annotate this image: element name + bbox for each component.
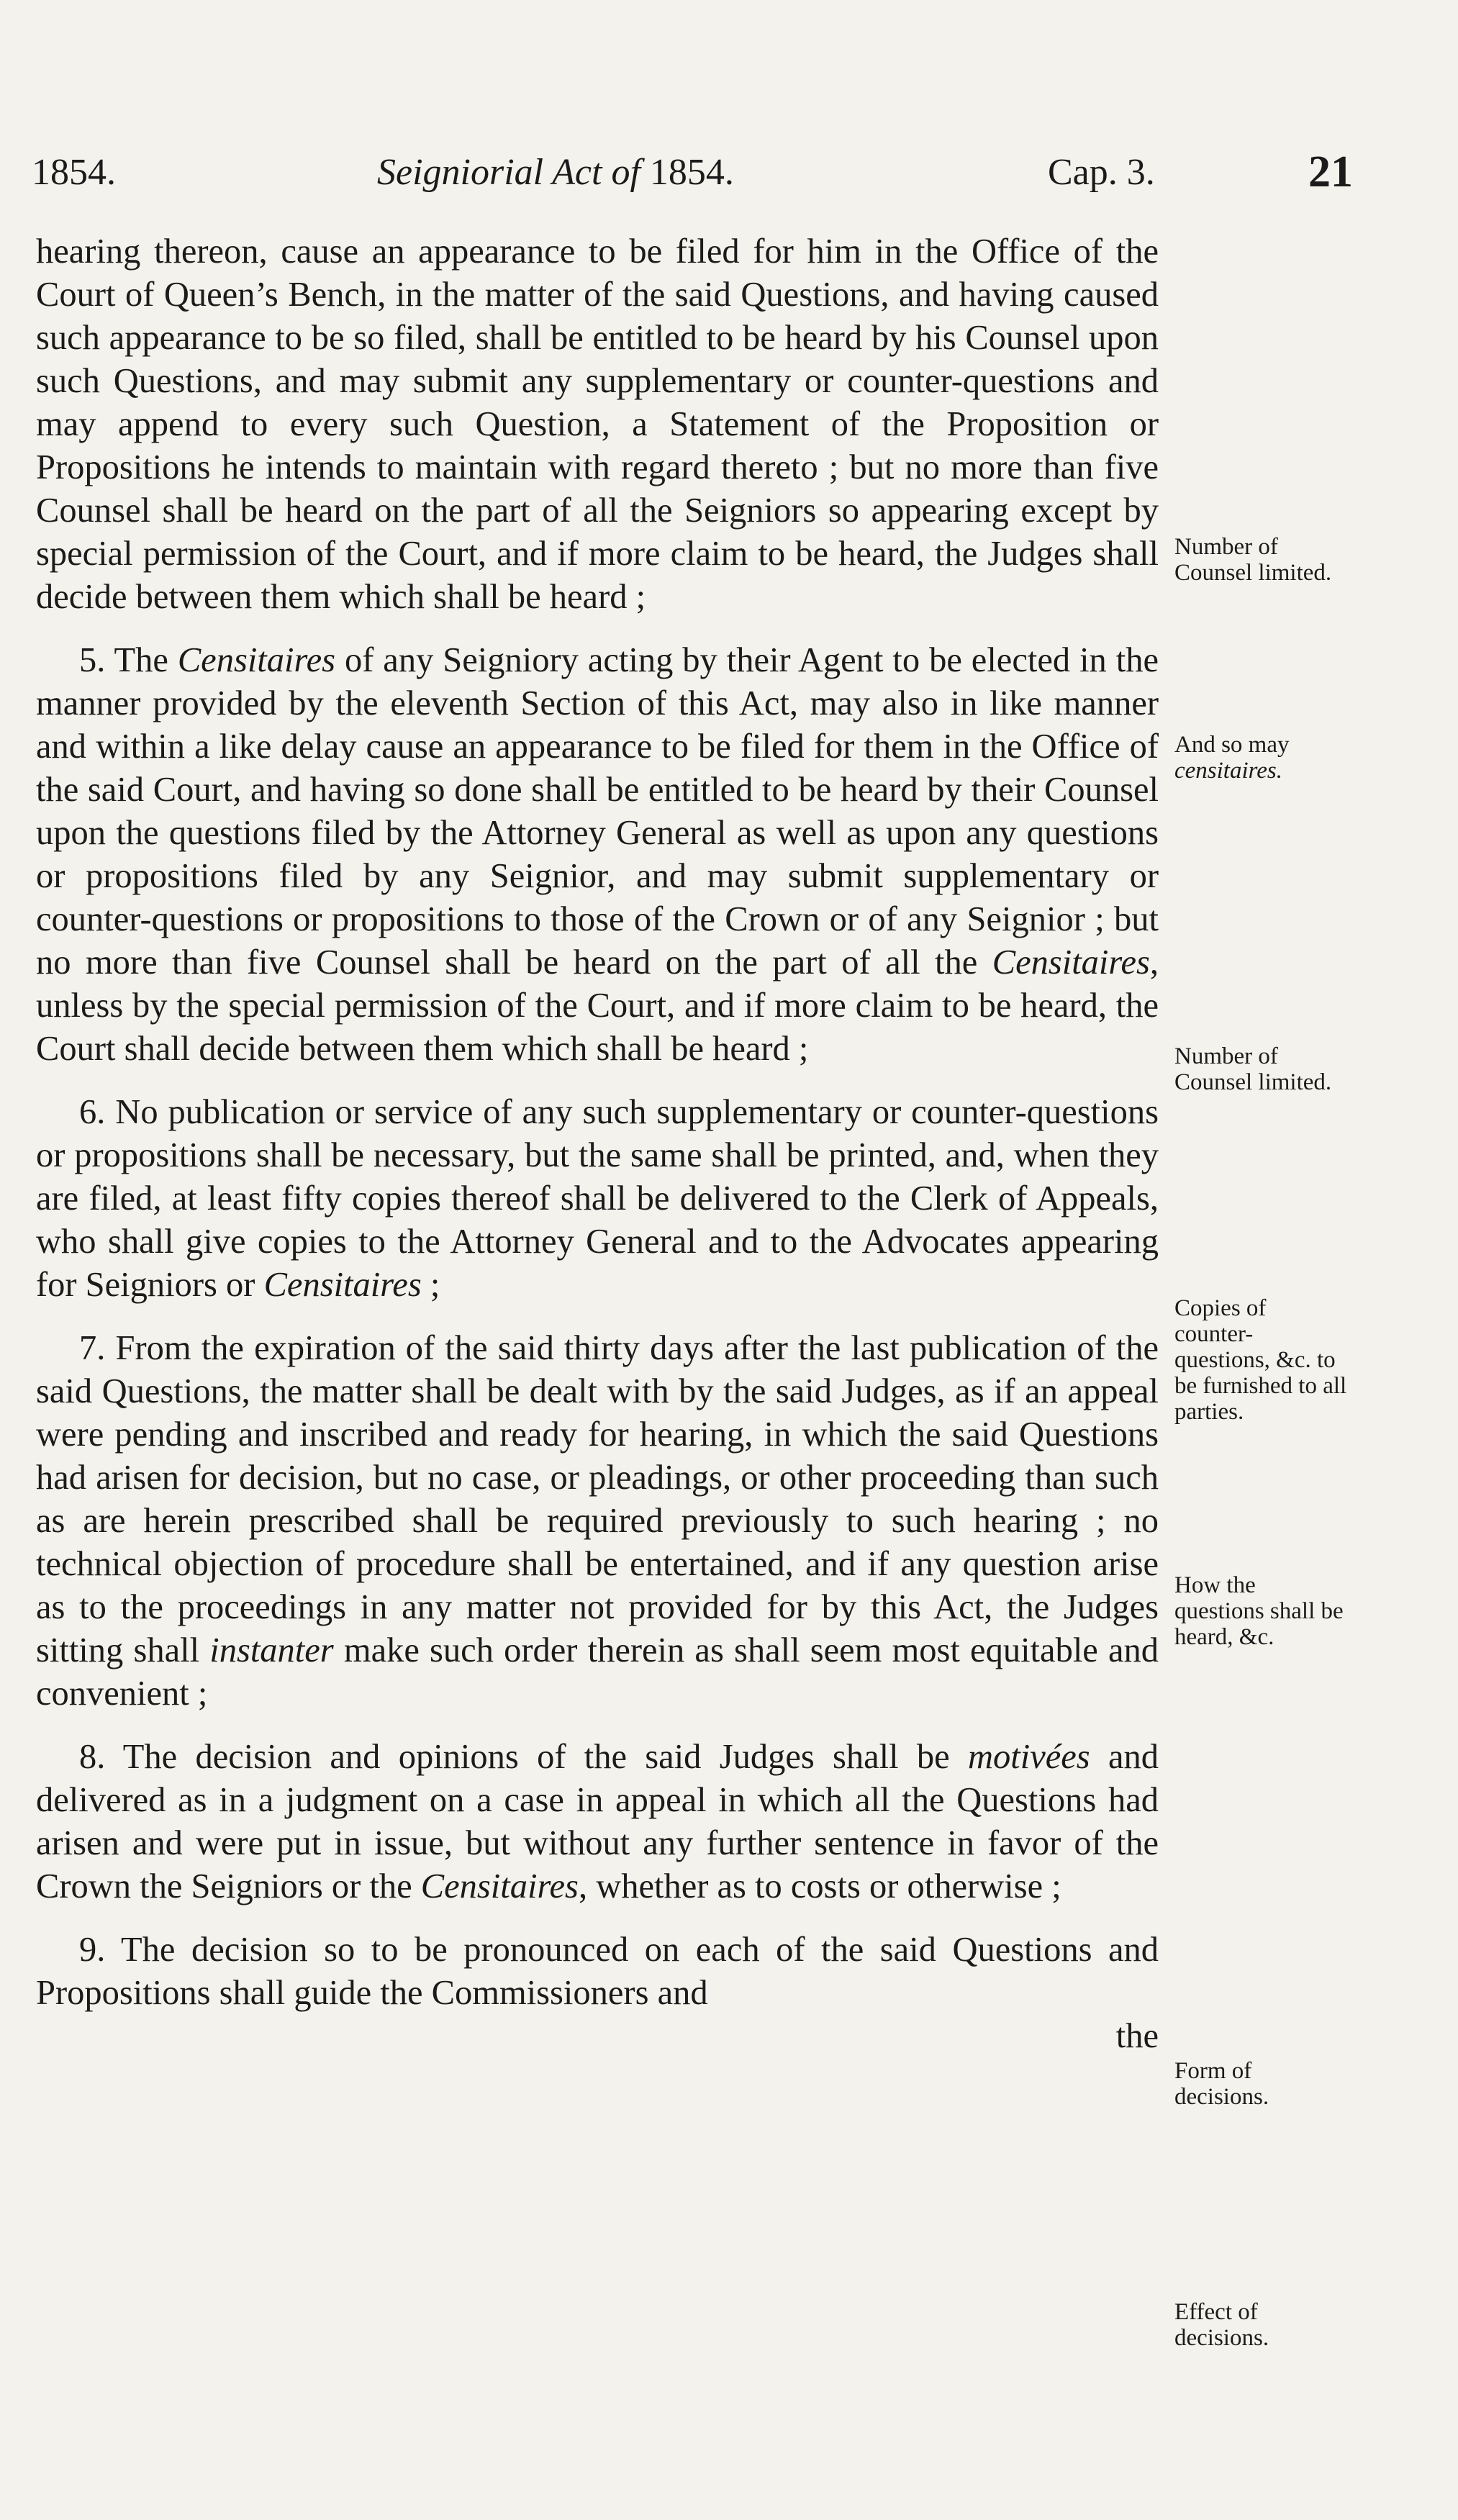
paragraph-text: 8. The decision and opinions of the said Judges shall be bbox=[79, 1738, 968, 1776]
catchword: the bbox=[1115, 2017, 1159, 2055]
italic-term: motivées bbox=[968, 1738, 1090, 1776]
paragraph-text: 7. From the expiration of the said thirty days after the last publication of the said Questions, the matter shall be dealt with by the said Judges, as if an appeal were pending and inscribed and ready for hearing, in which the said Questions had arisen for decision, but no case, or pleadings, or other proceeding than such as are herein prescribed shall be required previously to such hearing ; no technical objection of procedure shall be entertained, and if any question arise as to the proceedings in any matter not provided for by this Act, the Judges sitting shall bbox=[36, 1329, 1159, 1669]
page-number: 21 bbox=[1308, 148, 1353, 196]
italic-term: Censitaires bbox=[420, 1867, 579, 1905]
paragraph-text: 6. No publication or service of any such supplementary or counter-questions or propositions shall be necessary, but the same shall be printed, and, when they are filed, at least fifty copies thereof shall be delivered to the Clerk of Appeals, who shall give copies to the Attorney General and to the Advocates appearing for Seigniors or bbox=[36, 1093, 1159, 1304]
header-year: 1854. bbox=[32, 152, 116, 193]
header-title-year: 1854. bbox=[649, 152, 734, 193]
header-title-italic: Seigniorial Act of bbox=[377, 152, 640, 193]
paragraph-text: hearing thereon, cause an appearance to be filed for him in the Office of the Court of Queen’s Bench, in the matter of the said Questions, and having caused such appearance to be so filed, shall be entitled to be heard by his Counsel upon such Questions, and may submit any supplementary or counter-questions and may append to every such Question, a Statement of the Proposition or Propositions he intends to maintain with regard thereto ; but no more than five Counsel shall be heard on the part of all the Seigniors so appearing except by special permission of the Court, and if more claim to be heard, the Judges shall decide between them which shall be heard ; bbox=[36, 232, 1159, 616]
italic-term: instanter bbox=[209, 1631, 334, 1669]
margin-note-censitaires bbox=[1174, 732, 1347, 784]
body-text bbox=[36, 230, 1159, 2078]
margin-note-text: And so may bbox=[1174, 732, 1290, 758]
section-6 bbox=[36, 1091, 1159, 1307]
paragraph-text: ; bbox=[421, 1266, 440, 1304]
header-title bbox=[377, 151, 734, 194]
paragraph-continued bbox=[36, 230, 1159, 619]
margin-note-form-decisions: Form of decisions. bbox=[1174, 2058, 1269, 2110]
margin-note-counsel-limited-1: Number of Counsel limited. bbox=[1174, 534, 1332, 586]
paragraph-text: , whether as to costs or otherwise ; bbox=[578, 1867, 1061, 1905]
margin-note-counsel-limited-2: Number of Counsel limited. bbox=[1174, 1043, 1332, 1095]
section-9 bbox=[36, 1928, 1159, 2058]
paragraph-text: , unless by the special permission of the Court, and if more claim to be heard, the Court shall decide between them which shall be heard ; bbox=[36, 943, 1159, 1068]
paragraph-text: 5. The bbox=[79, 641, 178, 679]
running-header bbox=[32, 148, 1353, 201]
section-5 bbox=[36, 639, 1159, 1071]
paragraph-text: 9. The decision so to be pronounced on each of the said Questions and Propositions shall guide the Commissioners and bbox=[36, 1931, 1159, 2012]
margin-note-italic: censitaires. bbox=[1174, 758, 1282, 784]
margin-note-effect-decisions: Effect of decisions. bbox=[1174, 2299, 1269, 2351]
section-8 bbox=[36, 1736, 1159, 1908]
header-chapter: Cap. 3. bbox=[1048, 152, 1155, 193]
italic-term: Censitaires bbox=[177, 641, 335, 679]
paragraph-text: of any Seigniory acting by their Agent to be elected in the manner provided by the eleventh Section of this Act, may also in like manner and within a like delay cause an appearance to be filed for them in the Office of the said Court, and having so done shall be entitled to be heard by their Counsel upon the questions filed by the Attorney General as well as upon any questions or propositions filed by any Seignior, and may submit supplementary or counter-questions or propositions to those of the Crown or of any Seignior ; but no more than five Counsel shall be heard on the part of all the bbox=[36, 641, 1159, 982]
italic-term: Censitaires bbox=[263, 1266, 422, 1304]
margin-note-copies: Copies of counter-questions, &c. to be furnished to all parties. bbox=[1174, 1295, 1347, 1425]
italic-term: Censitaires bbox=[992, 943, 1150, 982]
margin-note-how-heard: How the questions shall be heard, &c. bbox=[1174, 1572, 1344, 1650]
paragraph-text: and delivered as in a judgment on a case in appeal in which all the Questions had arisen and were put in issue, but without any further sentence in favor of the Crown the Seigniors or the bbox=[36, 1738, 1159, 1905]
section-7 bbox=[36, 1327, 1159, 1715]
paragraph-text: make such order therein as shall seem most equitable and convenient ; bbox=[36, 1631, 1159, 1713]
